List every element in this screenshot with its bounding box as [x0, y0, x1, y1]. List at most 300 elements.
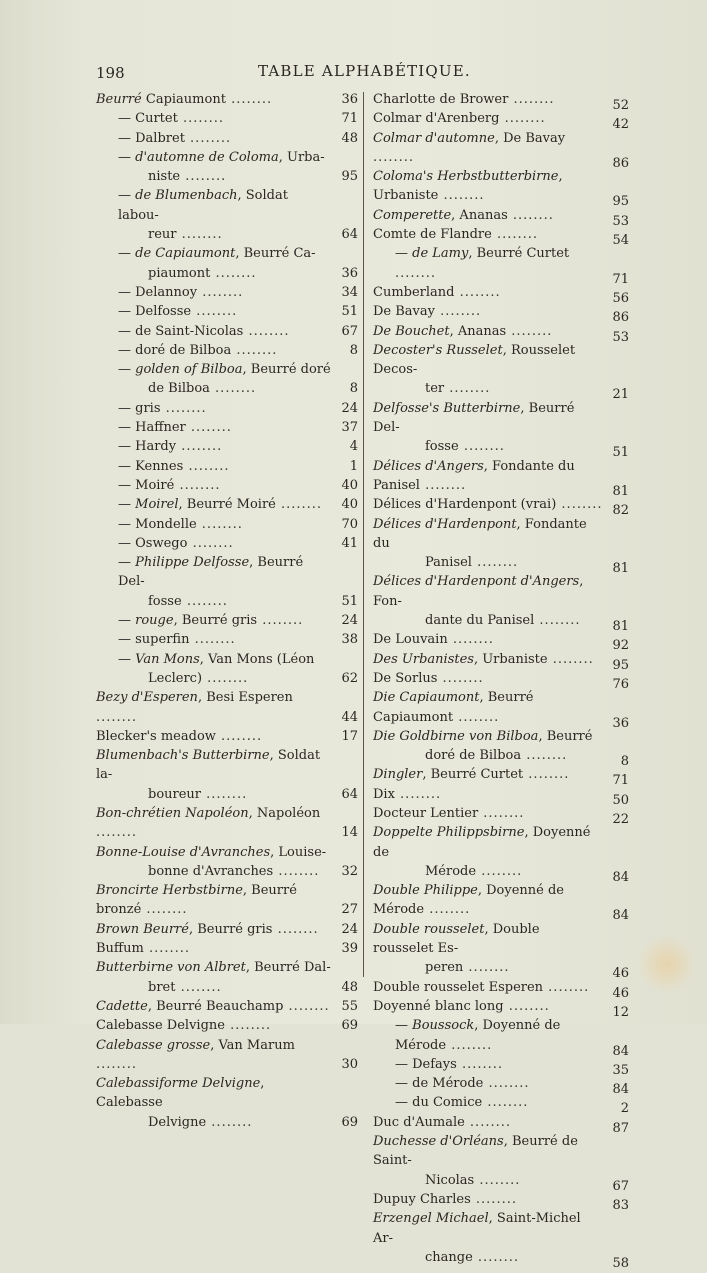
entry-page-number: 46	[612, 985, 629, 1001]
entry-text: Nicolas ........	[425, 1172, 521, 1188]
index-entry	[96, 264, 358, 283]
index-entry	[373, 399, 629, 438]
index-entry	[373, 1171, 629, 1194]
index-entry	[373, 244, 629, 287]
entry-text: Brown Beurré, Beurré gris ........	[96, 921, 319, 937]
entry-text: Cadette, Beurré Beauchamp ........	[96, 998, 330, 1014]
entry-text: Cumberland ........	[373, 284, 501, 300]
leader-dots: ........	[503, 998, 550, 1014]
index-entry	[96, 804, 358, 843]
leader-dots: ........	[275, 497, 323, 513]
entry-text: — de Mérode ........	[395, 1076, 530, 1092]
entry-text: Calebassiforme Delvigne, Calebasse	[96, 1076, 265, 1111]
entry-text: Colmar d'automne, De Bavay ........	[373, 130, 566, 165]
index-entry	[96, 1113, 358, 1132]
entry-text: Blumenbach's Butterbirne, Soldat la-	[96, 748, 321, 783]
entry-text: fosse ........	[148, 593, 228, 609]
entry-page-number: 87	[612, 1120, 629, 1136]
entry-page-number: 46	[612, 966, 629, 982]
leader-dots: ........	[160, 400, 207, 416]
entry-text: — Defays ........	[395, 1056, 504, 1072]
index-entry	[96, 534, 358, 553]
entry-text: Bezy d'Esperen, Besi Esperen ........	[96, 690, 293, 725]
index-entry	[96, 341, 358, 360]
leader-dots: ........	[272, 921, 319, 937]
index-entry	[373, 457, 629, 499]
entry-text: — d'automne de Coloma, Urba-	[118, 149, 325, 165]
index-entry	[96, 843, 358, 862]
entry-text: — Curtet ........	[118, 111, 225, 127]
entry-text: — Delfosse ........	[118, 304, 238, 320]
entry-page-number: 56	[612, 290, 629, 306]
entry-text: Erzengel Michael, Saint-Michel Ar-	[373, 1211, 581, 1246]
leader-dots: ........	[373, 149, 415, 165]
entry-page-number: 71	[612, 271, 629, 287]
entry-page-number: 82	[612, 503, 629, 519]
entry-page-number: 54	[612, 233, 629, 249]
index-entry	[96, 650, 358, 669]
leader-dots: ........	[176, 227, 223, 243]
entry-text: Comte de Flandre ........	[373, 227, 539, 243]
entry-page-number: 81	[612, 483, 629, 499]
index-entry	[373, 341, 629, 380]
index-entry	[373, 1132, 629, 1171]
leader-dots: ........	[209, 381, 257, 397]
leader-dots: ........	[225, 92, 273, 107]
entry-text: De Bouchet, Ananas ........	[373, 323, 553, 339]
leader-dots: ........	[283, 998, 330, 1014]
entry-page-number: 55	[341, 998, 358, 1014]
leader-dots: ........	[482, 1095, 529, 1111]
leader-dots: ........	[453, 709, 500, 725]
page-number: 198	[96, 64, 125, 82]
index-entry	[373, 669, 629, 692]
entry-page-number: 36	[341, 265, 358, 281]
entry-page-number: 40	[341, 477, 358, 493]
entry-text: De Bavay ........	[373, 304, 482, 320]
entry-text: ter ........	[425, 381, 491, 397]
index-entry	[373, 920, 629, 959]
index-entry	[373, 379, 629, 403]
entry-page-number: 53	[612, 213, 629, 229]
entry-page-number: 52	[612, 98, 629, 113]
index-entry	[373, 823, 629, 862]
leader-dots: ........	[210, 265, 257, 281]
entry-text: bret ........	[148, 979, 222, 995]
leader-dots: ........	[224, 1018, 272, 1034]
leader-dots: ........	[499, 111, 546, 127]
entry-text: boureur ........	[148, 786, 248, 802]
leader-dots: ........	[197, 284, 244, 300]
leader-dots: ........	[394, 786, 442, 802]
entry-text: Délices d'Hardenpont (vrai) ........	[373, 497, 603, 513]
index-entry	[96, 630, 358, 649]
entry-page-number: 44	[341, 709, 358, 725]
entry-text: Double rousselet Esperen ........	[373, 979, 590, 995]
entry-text: piaumont ........	[148, 265, 257, 281]
entry-text: Broncirte Herbstbirne, Beurré bronzé ........	[96, 883, 297, 918]
entry-text: — Moirel, Beurré Moiré ........	[118, 497, 323, 513]
entry-page-number: 86	[612, 310, 629, 326]
entry-page-number: 8	[349, 381, 358, 397]
leader-dots: ........	[231, 342, 278, 358]
leader-dots: ........	[273, 863, 320, 879]
leader-dots: ........	[395, 265, 437, 281]
index-entry	[96, 129, 358, 148]
entry-text: De Sorlus ........	[373, 670, 484, 686]
index-entry	[373, 1074, 629, 1098]
leader-dots: ........	[474, 1172, 521, 1188]
index-entry	[96, 322, 358, 341]
leader-dots: ........	[543, 979, 590, 995]
entry-text: Doppelte Philippsbirne, Doyenné de	[373, 825, 591, 860]
entry-text: peren ........	[425, 960, 510, 976]
entry-page-number: 67	[341, 323, 358, 339]
entry-text: Colmar d'Arenberg ........	[373, 111, 546, 127]
entry-page-number: 2	[620, 1101, 629, 1117]
leader-dots: ........	[438, 188, 485, 204]
index-entry	[96, 379, 358, 398]
index-entry	[373, 997, 629, 1020]
entry-page-number: 8	[349, 342, 358, 358]
index-entry	[96, 283, 358, 302]
entry-page-number: 95	[341, 169, 358, 185]
index-entry	[96, 476, 358, 495]
entry-text: — gris ........	[118, 400, 207, 416]
entry-page-number: 38	[341, 632, 358, 648]
leader-dots: ........	[464, 1114, 511, 1130]
index-entry	[96, 495, 358, 514]
entry-page-number: 48	[341, 130, 358, 146]
entry-text: change ........	[425, 1249, 519, 1265]
entry-page-number: 14	[341, 825, 358, 841]
index-entry	[373, 650, 629, 673]
entry-text: Des Urbanistes, Urbaniste ........	[373, 651, 594, 667]
page-header	[0, 60, 707, 84]
index-entry	[373, 630, 629, 654]
entry-page-number: 48	[341, 979, 358, 995]
entry-text: — Van Mons, Van Mons (Léon	[118, 651, 315, 667]
entry-page-number: 24	[341, 400, 358, 416]
index-entry	[96, 167, 358, 186]
index-entry	[373, 785, 629, 808]
entry-text: doré de Bilboa ........	[425, 748, 568, 764]
index-entry	[373, 302, 629, 326]
entry-page-number: 39	[341, 941, 358, 957]
entry-page-number: 40	[341, 497, 358, 513]
entry-page-number: 69	[341, 1018, 358, 1034]
entry-text: — Dalbret ........	[118, 130, 232, 146]
entry-text: Délices d'Hardenpont, Fondante du	[373, 516, 587, 551]
leader-dots: ........	[181, 593, 228, 609]
index-entry	[96, 515, 358, 534]
entry-page-number: 17	[341, 728, 358, 744]
index-entry	[373, 611, 629, 635]
entry-page-number: 62	[341, 670, 358, 686]
leader-dots: ........	[257, 613, 304, 629]
entry-page-number: 71	[612, 773, 629, 789]
index-entry	[373, 206, 629, 229]
entry-page-number: 36	[612, 715, 629, 731]
index-entry	[96, 553, 358, 592]
index-entry	[96, 939, 358, 958]
entry-text: Panisel ........	[425, 555, 519, 571]
entry-text: — superfin ........	[118, 632, 236, 648]
entry-page-number: 8	[620, 754, 629, 770]
entry-page-number: 84	[612, 869, 629, 885]
entry-page-number: 67	[612, 1178, 629, 1194]
entry-text: — Mondelle ........	[118, 516, 243, 532]
entry-page-number: 1	[349, 458, 358, 474]
entry-text: — du Comice ........	[395, 1095, 529, 1111]
index-entry	[96, 746, 358, 785]
leader-dots: ........	[454, 284, 501, 300]
index-column-right	[373, 90, 629, 1271]
entry-text: Calebasse Delvigne ........	[96, 1018, 272, 1034]
entry-page-number: 81	[612, 561, 629, 577]
entry-text: Calebasse grosse, Van Marum ........	[96, 1037, 295, 1072]
index-entry	[96, 592, 358, 611]
leader-dots: ........	[143, 941, 191, 957]
entry-page-number: 58	[612, 1255, 629, 1271]
entry-text: bonne d'Avranches ........	[148, 863, 320, 879]
entry-text: Comperette, Ananas ........	[373, 207, 554, 223]
index-entry	[96, 688, 358, 727]
index-entry	[96, 727, 358, 746]
entry-text: Delvigne ........	[148, 1114, 253, 1130]
leader-dots: ........	[556, 497, 603, 513]
index-entry	[96, 109, 358, 128]
leader-dots: ........	[187, 535, 234, 551]
leader-dots: ........	[96, 709, 138, 725]
index-entry	[96, 399, 358, 418]
leader-dots: ........	[523, 767, 570, 783]
index-entry	[373, 765, 629, 789]
entry-text: — de Saint-Nicolas ........	[118, 323, 290, 339]
leader-dots: ........	[96, 825, 138, 841]
entry-text: reur ........	[148, 227, 223, 243]
leader-dots: ........	[506, 323, 553, 339]
entry-page-number: 84	[612, 1082, 629, 1098]
entry-text: — Oswego ........	[118, 535, 234, 551]
leader-dots: ........	[507, 207, 554, 223]
leader-dots: ........	[424, 902, 471, 918]
leader-dots: ........	[183, 458, 230, 474]
entry-page-number: 37	[341, 420, 358, 436]
leader-dots: ........	[201, 786, 248, 802]
entry-text: — de Lamy, Beurré Curtet ........	[395, 246, 570, 281]
leader-dots: ........	[483, 1076, 530, 1092]
leader-dots: ........	[472, 1249, 519, 1265]
leader-dots: ........	[243, 323, 290, 339]
index-entry	[373, 90, 629, 113]
index-entry	[373, 688, 629, 731]
entry-text: Leclerc) ........	[148, 670, 249, 686]
leader-dots: ........	[176, 439, 223, 455]
entry-page-number: 24	[341, 613, 358, 629]
index-entry	[96, 997, 358, 1016]
index-entry	[96, 244, 358, 263]
entry-page-number: 34	[341, 284, 358, 300]
entry-text: Charlotte de Brower ........	[373, 92, 555, 107]
leader-dots: ........	[177, 111, 225, 127]
entry-page-number: 22	[612, 811, 629, 827]
index-entry	[373, 1248, 629, 1271]
index-entry	[96, 1036, 358, 1075]
index-entry	[96, 360, 358, 379]
leader-dots: ........	[447, 632, 494, 648]
leader-dots: ........	[419, 477, 467, 493]
index-entry	[373, 515, 629, 554]
leader-dots: ........	[435, 304, 482, 320]
entry-text: — Delannoy ........	[118, 284, 244, 300]
entry-page-number: 51	[341, 593, 358, 609]
entry-page-number: 76	[612, 676, 629, 692]
entry-text: dante du Panisel ........	[425, 613, 581, 629]
entry-text: Doyenné blanc long ........	[373, 998, 550, 1014]
entry-page-number: 64	[341, 227, 358, 243]
entry-page-number: 86	[612, 155, 629, 171]
index-entry	[96, 862, 358, 881]
entry-page-number: 95	[612, 657, 629, 673]
entry-text: Buffum ........	[96, 941, 191, 957]
leader-dots: ........	[189, 632, 236, 648]
entry-text: — Moiré ........	[118, 477, 221, 493]
leader-dots: ........	[185, 420, 232, 436]
index-entry	[96, 148, 358, 167]
index-entry	[373, 1016, 629, 1059]
index-entry	[96, 978, 358, 997]
index-entry	[96, 669, 358, 688]
entry-page-number: 21	[612, 387, 629, 403]
entry-text: — Kennes ........	[118, 458, 230, 474]
entry-page-number: 81	[612, 619, 629, 635]
leader-dots: ........	[521, 748, 568, 764]
leader-dots: ........	[534, 613, 581, 629]
entry-page-number: 51	[612, 445, 629, 461]
leader-dots: ........	[191, 304, 238, 320]
entry-text: Delfosse's Butterbirne, Beurré Del-	[373, 400, 575, 436]
index-entry	[96, 1074, 358, 1113]
entry-text: — Philippe Delfosse, Beurré Del-	[118, 555, 304, 590]
leader-dots: ........	[141, 902, 188, 918]
leader-dots: ........	[463, 960, 510, 976]
entry-page-number: 53	[612, 329, 629, 345]
leader-dots: ........	[470, 1191, 517, 1207]
entry-text: — golden of Bilboa, Beurré doré	[118, 362, 331, 378]
entry-page-number: 27	[341, 902, 358, 918]
leader-dots: ........	[174, 477, 221, 493]
index-entry	[373, 1055, 629, 1078]
index-entry	[96, 437, 358, 456]
entry-text: — Haffner ........	[118, 420, 232, 436]
index-entry	[373, 958, 629, 982]
entry-page-number: 84	[612, 908, 629, 924]
index-entry	[373, 727, 629, 746]
entry-text: — doré de Bilboa ........	[118, 342, 278, 358]
index-entry	[96, 958, 358, 977]
index-entry	[373, 225, 629, 249]
entry-page-number: 69	[341, 1114, 358, 1130]
index-entry	[96, 785, 358, 804]
entry-page-number: 42	[612, 117, 629, 133]
index-entry	[373, 437, 629, 461]
entry-page-number: 32	[341, 863, 358, 879]
index-entry	[96, 881, 358, 920]
entry-text: — de Capiaumont, Beurré Ca-	[118, 246, 316, 262]
leader-dots: ........	[215, 728, 263, 744]
entry-text: Bonne-Louise d'Avranches, Louise-	[96, 844, 327, 860]
entry-page-number: 83	[612, 1197, 629, 1213]
index-entry	[373, 572, 629, 611]
paper-stain	[637, 934, 697, 994]
leader-dots: ........	[508, 92, 555, 107]
leader-dots: ........	[458, 439, 505, 455]
running-title: TABLE ALPHABÉTIQUE.	[258, 62, 471, 80]
entry-page-number: 4	[349, 439, 358, 455]
index-entry	[373, 978, 629, 1001]
entry-page-number: 95	[612, 194, 629, 210]
index-entry	[373, 109, 629, 133]
leader-dots: ........	[491, 227, 539, 243]
leader-dots: ........	[547, 651, 594, 667]
entry-page-number: 30	[341, 1056, 358, 1072]
entry-text: Dingler, Beurré Curtet ........	[373, 767, 570, 783]
entry-text: Mérode ........	[425, 863, 523, 879]
index-entry	[373, 495, 629, 519]
entry-text: de Bilboa ........	[148, 381, 257, 397]
index-entry	[373, 553, 629, 577]
index-entry	[96, 920, 358, 939]
entry-text: Die Goldbirne von Bilboa, Beurré	[373, 728, 593, 744]
leader-dots: ........	[180, 169, 227, 185]
entry-page-number: 35	[612, 1062, 629, 1078]
entry-text: Double Philippe, Doyenné de Mérode ........	[373, 883, 564, 918]
index-entry	[96, 611, 358, 630]
entry-text: fosse ........	[425, 439, 505, 455]
index-entry	[373, 1209, 629, 1248]
entry-text: Die Capiaumont, Beurré Capiaumont ........	[373, 690, 534, 725]
entry-page-number: 64	[341, 786, 358, 802]
leader-dots: ........	[184, 130, 232, 146]
entry-page-number: 12	[612, 1004, 629, 1020]
index-entry	[373, 804, 629, 827]
index-entry	[96, 418, 358, 437]
entry-text: — de Blumenbach, Soldat labou-	[118, 188, 288, 223]
index-entry	[373, 881, 629, 924]
index-entry	[96, 186, 358, 225]
leader-dots: ........	[202, 670, 249, 686]
index-entry	[373, 322, 629, 345]
leader-dots: ........	[196, 516, 243, 532]
entry-page-number: 36	[341, 92, 358, 107]
entry-page-number: 70	[341, 516, 358, 532]
index-entry	[373, 862, 629, 885]
column-divider	[363, 92, 364, 977]
entry-text: Coloma's Herbstbutterbirne, Urbaniste ........	[373, 169, 563, 204]
index-entry	[373, 1190, 629, 1213]
index-entry	[96, 90, 358, 109]
index-entry	[373, 167, 629, 210]
index-entry	[373, 283, 629, 306]
entry-text: Duc d'Aumale ........	[373, 1114, 511, 1130]
leader-dots: ........	[96, 1056, 138, 1072]
leader-dots: ........	[478, 805, 525, 821]
index-entry	[96, 457, 358, 476]
entry-page-number: 51	[341, 304, 358, 320]
entry-page-number: 24	[341, 921, 358, 937]
entry-text: Double rousselet, Double rousselet Es-	[373, 921, 540, 957]
